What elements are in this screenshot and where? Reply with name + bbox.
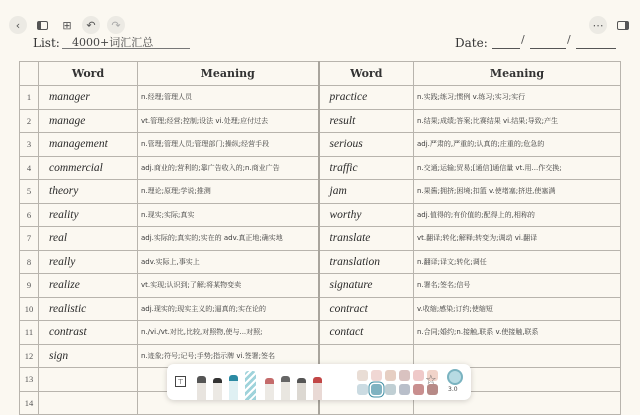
table-row <box>20 227 621 251</box>
redo-icon: ↷ <box>111 18 121 32</box>
word-cell[interactable]: realize <box>39 274 138 298</box>
word-cell[interactable]: manage <box>39 109 138 133</box>
lasso-select-icon[interactable]: ⊤ <box>175 376 186 387</box>
meaning-cell[interactable]: vt.实现;认识到;了解;将某物变卖 <box>138 274 319 298</box>
undo-button[interactable] <box>82 16 100 34</box>
highlighter-tool[interactable] <box>245 371 256 400</box>
header-number <box>20 62 39 86</box>
pen-tool[interactable] <box>213 378 222 400</box>
word-cell[interactable] <box>39 391 138 415</box>
word-cell[interactable] <box>39 368 138 392</box>
color-swatch[interactable] <box>385 370 396 381</box>
meaning-cell[interactable]: n.迹象;符号;记号;手势;指示牌 vi.签署;签名 <box>138 344 319 368</box>
row-number: 2 <box>20 109 39 133</box>
list-label: List: <box>33 36 60 50</box>
meaning-cell[interactable]: n.果酱;拥挤;困境;扣篮 v.使堵塞;挤进,使塞满 <box>414 180 621 204</box>
row-number: 7 <box>20 227 39 251</box>
table-row <box>20 321 621 345</box>
row-number: 1 <box>20 86 39 110</box>
header-word: Word <box>39 62 138 86</box>
table-row <box>20 274 621 298</box>
meaning-cell[interactable]: n./vi./vt.对比,比较,对照物,使与...对照; <box>138 321 319 345</box>
grid-icon: ⊞ <box>62 18 72 32</box>
layout-icon <box>617 21 629 30</box>
date-year-field[interactable] <box>576 34 616 49</box>
undo-icon: ↶ <box>86 18 96 32</box>
color-swatch[interactable] <box>371 370 382 381</box>
word-cell[interactable]: reality <box>39 203 138 227</box>
table-row <box>20 86 621 110</box>
stroke-size-label: 3.0 <box>448 386 458 393</box>
back-button[interactable] <box>9 16 27 34</box>
meaning-cell[interactable]: n.理论;原理;学说;推测 <box>138 180 319 204</box>
brush-tool[interactable] <box>297 378 306 400</box>
row-number: 4 <box>20 156 39 180</box>
meaning-cell[interactable]: adj.值得的;有价值的;配得上的,相称的 <box>414 203 621 227</box>
meaning-cell[interactable]: n.合同;婚约;n.接触,联系 v.使接触,联系 <box>414 321 621 345</box>
meaning-cell[interactable]: vt.翻译;转化;解释;转变为;调动 vi.翻译 <box>414 227 621 251</box>
top-toolbar <box>0 0 640 34</box>
layout-button[interactable] <box>614 16 632 34</box>
color-swatch[interactable] <box>399 384 410 395</box>
meaning-cell[interactable]: vt.管理;经营;控制;设法 vi.处理;应付过去 <box>138 109 319 133</box>
meaning-cell[interactable]: n.翻译;译文;转化;调任 <box>414 250 621 274</box>
date-day-field[interactable] <box>530 34 566 49</box>
row-number: 13 <box>20 368 39 392</box>
row-number: 11 <box>20 321 39 345</box>
date-label: Date: <box>455 36 488 50</box>
word-cell[interactable]: jam <box>319 180 414 204</box>
list-title-field[interactable]: 4000+词汇汇总 <box>62 34 190 49</box>
word-cell[interactable]: serious <box>319 133 414 157</box>
row-number: 14 <box>20 391 39 415</box>
meaning-cell[interactable]: adj.实际的;真实的;实在的 adv.真正地;确实地 <box>138 227 319 251</box>
table-header-row <box>20 62 621 86</box>
more-options-button[interactable] <box>589 16 607 34</box>
row-number: 10 <box>20 297 39 321</box>
drawing-toolbar <box>167 364 471 400</box>
more-icon: ⋯ <box>592 18 604 32</box>
word-cell[interactable]: realistic <box>39 297 138 321</box>
color-swatch[interactable] <box>357 384 368 395</box>
table-row <box>20 297 621 321</box>
meaning-cell[interactable]: n.交通;运输;贸易;[通信]通信量 vt.用...作交换; <box>414 156 621 180</box>
eraser-tool[interactable] <box>265 378 274 400</box>
row-number: 5 <box>20 180 39 204</box>
row-number: 8 <box>20 250 39 274</box>
word-cell[interactable]: signature <box>319 274 414 298</box>
meaning-cell[interactable]: v.收缩;感染;订约;使缩短 <box>414 297 621 321</box>
meaning-cell[interactable]: n.结果;成绩;答案;比赛结果 vi.结果;导致;产生 <box>414 109 621 133</box>
fountain-pen-tool[interactable] <box>197 376 206 400</box>
word-cell[interactable]: practice <box>319 86 414 110</box>
table-row <box>20 250 621 274</box>
color-swatch[interactable] <box>399 370 410 381</box>
vocabulary-table <box>19 61 621 415</box>
chevron-left-icon: ‹ <box>15 18 21 32</box>
date-separator: / <box>567 33 571 46</box>
table-row <box>20 203 621 227</box>
row-number: 12 <box>20 344 39 368</box>
color-swatch[interactable] <box>371 384 382 395</box>
grid-view-button[interactable] <box>58 16 76 34</box>
meaning-cell[interactable]: n.署名;签名;信号 <box>414 274 621 298</box>
word-cell[interactable]: theory <box>39 180 138 204</box>
star-icon[interactable]: ☆ <box>425 373 437 388</box>
redo-button[interactable] <box>107 16 125 34</box>
red-pencil-tool[interactable] <box>313 377 322 400</box>
pencil-tool[interactable] <box>229 375 238 400</box>
word-cell[interactable]: traffic <box>319 156 414 180</box>
date-month-field[interactable] <box>492 34 520 49</box>
word-cell[interactable]: really <box>39 250 138 274</box>
word-cell[interactable]: translation <box>319 250 414 274</box>
word-cell[interactable]: translate <box>319 227 414 251</box>
word-cell[interactable]: worthy <box>319 203 414 227</box>
date-separator: / <box>521 33 525 46</box>
meaning-cell[interactable]: n.实践;练习;惯例 v.练习;实习;实行 <box>414 86 621 110</box>
header-meaning: Meaning <box>414 62 621 86</box>
row-number: 9 <box>20 274 39 298</box>
color-swatch[interactable] <box>413 384 424 395</box>
stroke-size-button[interactable] <box>447 369 463 385</box>
meaning-cell[interactable]: adj.严肃的,严重的;认真的;庄重的;危急的 <box>414 133 621 157</box>
row-number: 3 <box>20 133 39 157</box>
word-cell[interactable]: commercial <box>39 156 138 180</box>
word-cell[interactable]: manager <box>39 86 138 110</box>
table-row <box>20 156 621 180</box>
header-word: Word <box>319 62 414 86</box>
sidebar-toggle-button[interactable] <box>33 16 51 34</box>
row-number: 6 <box>20 203 39 227</box>
word-cell[interactable]: real <box>39 227 138 251</box>
table-row <box>20 180 621 204</box>
meaning-cell[interactable]: adj.商业的;营利的;靠广告收入的;n.商业广告 <box>138 156 319 180</box>
table-row <box>20 133 621 157</box>
meaning-cell[interactable]: n.现实;实际;真实 <box>138 203 319 227</box>
word-cell[interactable]: result <box>319 109 414 133</box>
word-cell[interactable]: management <box>39 133 138 157</box>
meaning-cell[interactable]: n.管理;管理人员;管理部门;操纵;经营手段 <box>138 133 319 157</box>
word-cell[interactable]: contract <box>319 297 414 321</box>
word-cell[interactable]: contrast <box>39 321 138 345</box>
color-swatch[interactable] <box>357 370 368 381</box>
word-cell[interactable]: contact <box>319 321 414 345</box>
marker-tool[interactable] <box>281 376 290 400</box>
color-swatch[interactable] <box>385 384 396 395</box>
meaning-cell[interactable]: adj.现实的;现实主义的;逼真的;实在论的 <box>138 297 319 321</box>
meaning-cell[interactable]: n.经理;管理人员 <box>138 86 319 110</box>
sidebar-icon <box>37 21 48 30</box>
header-meaning: Meaning <box>138 62 319 86</box>
meaning-cell[interactable]: adv.实际上,事实上 <box>138 250 319 274</box>
table-row <box>20 109 621 133</box>
color-swatch[interactable] <box>413 370 424 381</box>
word-cell[interactable]: sign <box>39 344 138 368</box>
